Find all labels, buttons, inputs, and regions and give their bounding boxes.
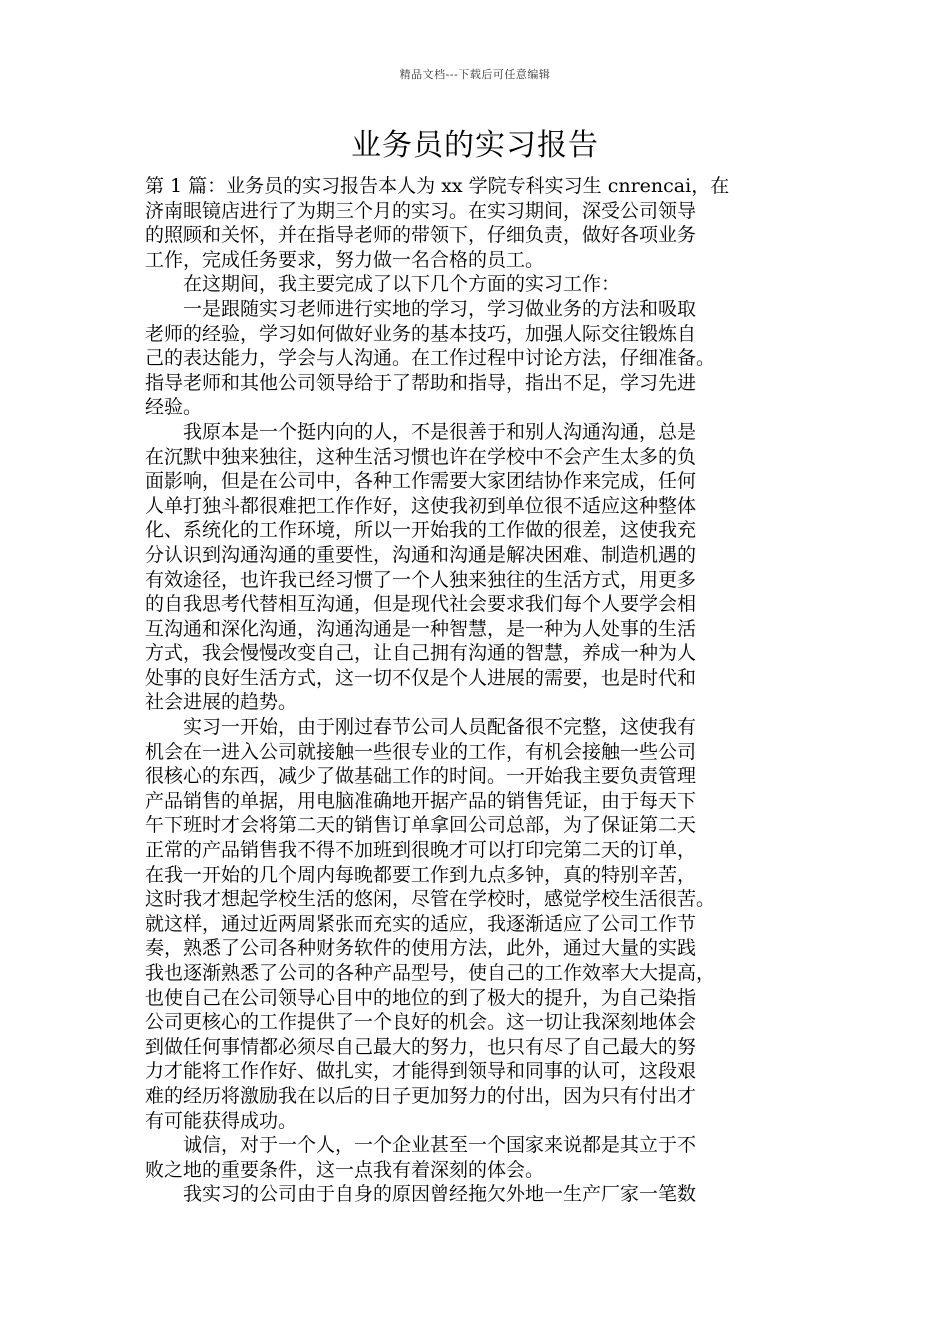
text-line: 午下班时才会将第二天的销售订单拿回公司总部，为了保证第二天 — [145, 814, 697, 837]
text-line: 我实习的公司由于自身的原因曾经拖欠外地一生产厂家一笔数 — [145, 1183, 697, 1206]
text-line: 面影响，但是在公司中，各种工作需要大家团结协作来完成，任何 — [145, 470, 697, 493]
text-line: 人单打独斗都很难把工作作好，这使我初到单位很不适应这种整体 — [145, 494, 697, 517]
text-line: 济南眼镜店进行了为期三个月的实习。在实习期间，深受公司领导 — [145, 199, 697, 222]
text-line: 老师的经验，学习如何做好业务的基本技巧，加强人际交往锻炼自 — [145, 322, 697, 345]
text-line: 社会进展的趋势。 — [145, 691, 298, 714]
text-line: 有可能获得成功。 — [145, 1109, 298, 1132]
text-line: 也使自己在公司领导心目中的地位的到了极大的提升，为自己染指 — [145, 986, 697, 1009]
text-line: 在我一开始的几个周内每晚都要工作到九点多钟，真的特别辛苦， — [145, 863, 697, 886]
text-line: 机会在一进入公司就接触一些很专业的工作，有机会接触一些公司 — [145, 740, 697, 763]
text-line: 产品销售的单据，用电脑准确地开据产品的销售凭证，由于每天下 — [145, 789, 697, 812]
text-line: 在这期间，我主要完成了以下几个方面的实习工作： — [145, 273, 621, 296]
text-line: 的自我思考代替相互沟通，但是现代社会要求我们每个人要学会相 — [145, 593, 697, 616]
text-line: 力才能将工作作好、做扎实，才能得到领导和同事的认可，这段艰 — [145, 1060, 697, 1083]
text-line: 工作，完成任务要求，努力做一名合格的员工。 — [145, 248, 545, 271]
text-line: 我也逐渐熟悉了公司的各种产品型号，使自己的工作效率大大提高， — [145, 962, 716, 984]
text-line: 难的经历将激励我在以后的日子更加努力的付出，因为只有付出才 — [145, 1084, 697, 1107]
header-note: 精品文档---下载后可任意编辑 — [399, 68, 551, 81]
text-line: 很核心的东西，减少了做基础工作的时间。一开始我主要负责管理 — [145, 765, 697, 788]
text-line: 互沟通和深化沟通，沟通沟通是一种智慧，是一种为人处事的生活 — [145, 617, 697, 640]
text-line: 公司更核心的工作提供了一个良好的机会。这一切让我深刻地体会 — [145, 1011, 697, 1034]
text-line: 实习一开始，由于刚过春节公司人员配备很不完整，这使我有 — [145, 716, 697, 739]
text-line: 正常的产品销售我不得不加班到很晚才可以打印完第二天的订单， — [145, 839, 697, 862]
text-line: 在沉默中独来独往，这种生活习惯也许在学校中不会产生太多的负 — [145, 445, 697, 468]
text-line: 这时我才想起学校生活的悠闲，尽管在学校时，感觉学校生活很苦。 — [145, 888, 716, 911]
text-line: 指导老师和其他公司领导给于了帮助和指导，指出不足，学习先进 — [145, 371, 697, 394]
text-line: 方式，我会慢慢改变自己，让自己拥有沟通的智慧，养成一种为人 — [145, 642, 697, 665]
text-line: 败之地的重要条件，这一点我有着深刻的体会。 — [145, 1158, 545, 1181]
text-line: 有效途径，也许我已经习惯了一个人独来独往的生活方式，用更多 — [145, 568, 697, 591]
document-title: 业务员的实习报告 — [351, 128, 599, 163]
text-line: 处事的良好生活方式，这一切不仅是个人进展的需要，也是时代和 — [145, 666, 697, 689]
text-line: 分认识到沟通沟通的重要性，沟通和沟通是解决困难、制造机遇的 — [145, 543, 697, 566]
text-line: 诚信，对于一个人，一个企业甚至一个国家来说都是其立于不 — [145, 1134, 697, 1157]
text-line: 就这样，通过近两周紧张而充实的适应，我逐渐适应了公司工作节 — [145, 912, 697, 935]
document-body — [145, 174, 810, 1207]
text-line: 奏，熟悉了公司各种财务软件的使用方法，此外，通过大量的实践 — [145, 937, 697, 960]
text-line: 到做任何事情都必须尽自己最大的努力，也只有尽了自己最大的努 — [145, 1035, 697, 1058]
text-line: 经验。 — [145, 396, 203, 419]
text-line: 化、系统化的工作环境，所以一开始我的工作做的很差，这使我充 — [145, 519, 697, 542]
text-line: 我原本是一个挺内向的人，不是很善于和别人沟通沟通，总是 — [145, 420, 697, 443]
text-line: 一是跟随实习老师进行实地的学习，学习做业务的方法和吸取 — [145, 297, 697, 320]
text-line: 第 1 篇：业务员的实习报告本人为 xx 学院专科实习生 cnrencai，在 — [145, 175, 730, 197]
text-line: 的照顾和关怀，并在指导老师的带领下，仔细负责，做好各项业务 — [145, 224, 697, 247]
text-line: 己的表达能力，学会与人沟通。在工作过程中讨论方法，仔细准备。 — [145, 347, 716, 370]
